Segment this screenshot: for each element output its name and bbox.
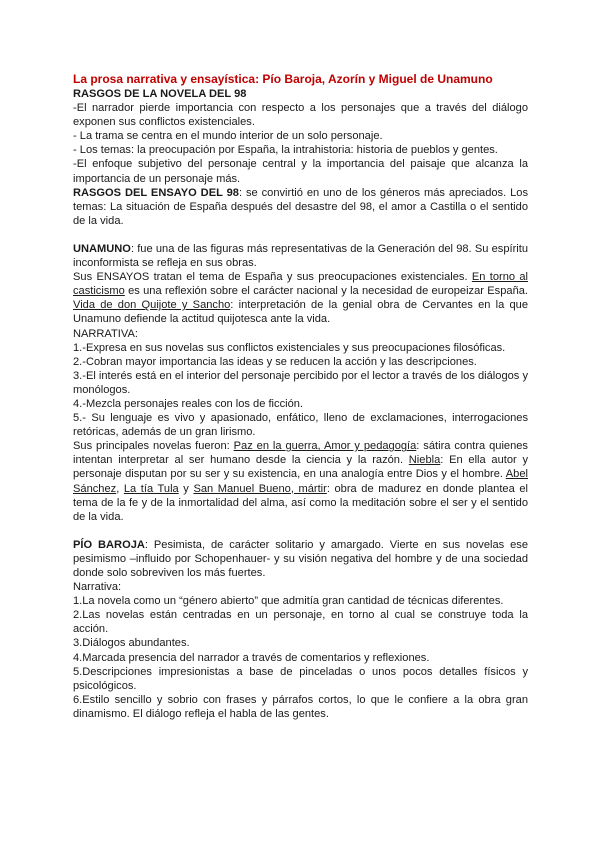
baroja-name: PÍO BAROJA [73,538,145,551]
novela-heading: RASGOS DE LA NOVELA DEL 98 [73,88,247,100]
unamuno-name: UNAMUNO [73,242,131,255]
novela-item: - La trama se centra en el mundo interior de un solo personaje. [73,130,383,143]
baroja-item: 5.Descripciones impresionistas a base de pinceladas o unos pocos detalles físicos y psicológicos. [73,665,528,692]
baroja-item: 6.Estilo sencillo y sobrio con frases y párrafos cortos, lo que le confiere a la obra gran dinamismo. El diálogo refleja el habla de las gentes. [73,693,528,720]
novela-item: - Los temas: la preocupación por España, la intrahistoria: historia de pueblos y gentes. [73,144,498,157]
unamuno-novelas: Sus principales novelas fueron: Paz en la guerra, Amor y pedagogía: sátira contra quienes intentan interpretar al ser humano desde la ciencia y la razón. Niebla: En ella autor y personaje disputan por su ser y su existencia, en una analogía entre Dios y el hombre. Abel Sánchez, La tía Tula y San Manuel Bueno, mártir: obra de madurez en donde plantea el tema de la fe y de la inmortalidad del alma, así como la meditación sobre el ser y el sentido de la vida. [73,440,528,523]
unamuno-item: 1.-Expresa en sus novelas sus conflictos existenciales y sus preocupaciones filosóficas. [73,341,506,354]
baroja-item: 3.Diálogos abundantes. [73,637,190,650]
unamuno-item: 5.- Su lenguaje es vivo y apasionado, enfático, lleno de exclamaciones, interrogaciones retóricas, además de un gran lirismo. [73,412,528,439]
baroja-item: 1.La novela como un “género abierto” que admitía gran cantidad de técnicas diferentes. [73,595,504,608]
novel-title: Niebla [408,454,441,467]
work-title: En torno al casticismo [73,271,528,298]
baroja-item: 2.Las novelas están centradas en un personaje, en torno al cual se construye toda la acción. [73,609,528,636]
novela-item: -El narrador pierde importancia con respecto a los personajes que a través del diálogo exponen sus conflictos existenciales. [73,102,528,129]
novel-title: Abel Sánchez [73,468,528,495]
baroja-narrativa-label: Narrativa: [73,581,122,594]
unamuno-ensayos: Sus ENSAYOS tratan el tema de España y sus preocupaciones existenciales. En torno al casticismo es una reflexión sobre el carácter nacional y la necesidad de europeizar España. Vida de don Quijote y Sancho: interpretación de la genial obra de Cervantes en la que Unamuno defiende la actitud quijotesca ante la vida. [73,271,528,326]
ensayo-paragraph [73,186,528,228]
ensayo-text: : se convirtió en uno de los géneros más apreciados. Los temas: La situación de España después del desastre del 98, el amor a Castilla o el sentido de la vida. [73,186,529,227]
baroja-item: 4.Marcada presencia del narrador a través de comentarios y reflexiones. [73,651,430,664]
baroja-intro: PÍO BAROJA: Pesimista, de carácter solitario y amargado. Vierte en sus novelas ese pesimismo –influido por Schopenhauer- y su visión negativa del hombre y de una sociedad donde solo sobreviven los más fuertes. [73,538,528,579]
unamuno-item: 3.-El interés está en el interior del personaje percibido por el lector a través de los diálogos y monólogos. [73,369,528,396]
unamuno-narrativa-label: NARRATIVA: [73,327,138,340]
unamuno-item: 4.-Mezcla personajes reales con los de ficción. [73,397,304,410]
novel-title: La tía Tula [123,482,179,495]
novela-item: -El enfoque subjetivo del personaje central y la importancia del paisaje que alcanza la importancia de un personaje más. [73,158,528,185]
unamuno-intro: UNAMUNO: fue una de las figuras más representativas de la Generación del 98. Su espíritu inconformista se refleja en sus obras. [73,242,528,270]
novel-title: Paz en la guerra, Amor y pedagogía [233,440,417,453]
unamuno-item: 2.-Cobran mayor importancia las ideas y se reducen la acción y las descripciones. [73,355,477,368]
ensayo-label: RASGOS DEL ENSAYO DEL 98 [73,186,239,199]
novel-title: San Manuel Bueno, mártir [193,482,327,495]
document-page [73,72,528,721]
document-title: La prosa narrativa y ensayística: Pío Baroja, Azorín y Miguel de Unamuno [73,72,493,86]
work-title: Vida de don Quijote y Sancho [73,299,231,312]
